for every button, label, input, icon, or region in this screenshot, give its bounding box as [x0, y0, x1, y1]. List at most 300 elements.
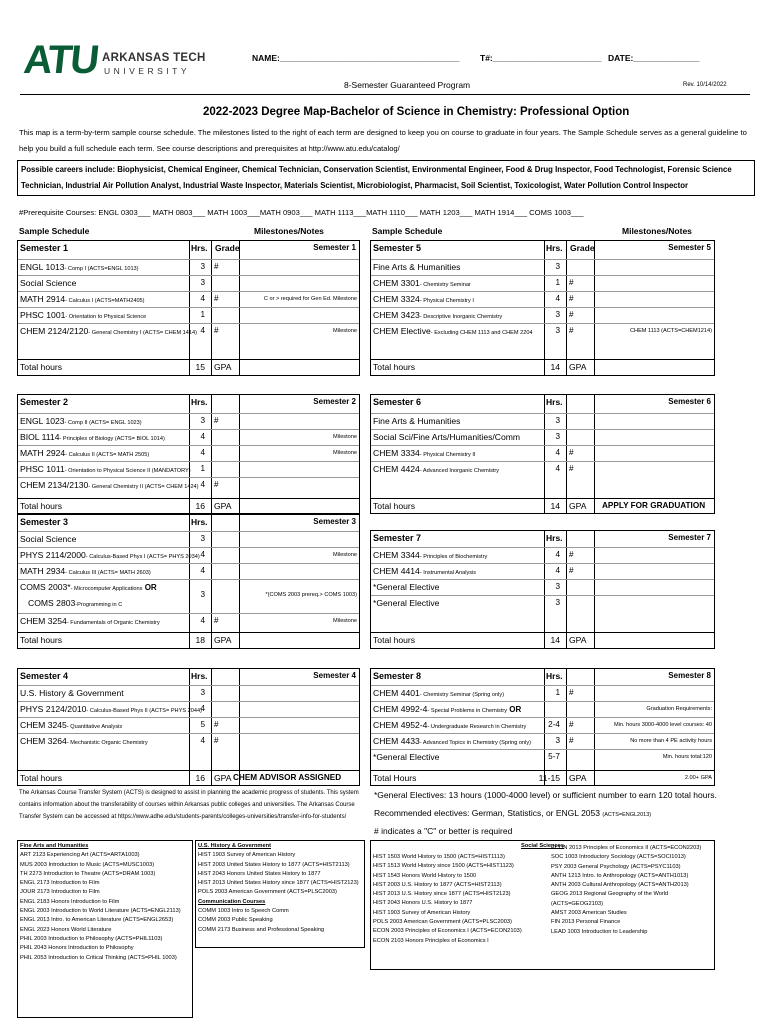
course-code: CHEM 3301 — [373, 278, 420, 288]
total-label: Total Hours — [373, 773, 417, 783]
course-cell — [373, 720, 542, 730]
social-science-course: ANTH 1213 Intro. to Anthropology (ACTS=ANTH1013) — [551, 872, 689, 879]
course-row — [18, 613, 359, 629]
hrs-cell[interactable]: 3 — [200, 590, 205, 599]
course-cell — [20, 704, 202, 714]
sem1-tag: Semester 1 — [313, 243, 356, 252]
name-field[interactable]: NAME:______________________________________ — [252, 53, 460, 63]
course-row — [18, 733, 359, 749]
course-code: MATH 2914 — [20, 294, 66, 304]
hrs-cell[interactable]: 3 — [555, 310, 560, 319]
hrs-cell[interactable]: 4 — [555, 464, 560, 473]
grade-cell[interactable]: # — [569, 464, 574, 473]
course-cell — [373, 752, 542, 762]
milestone-note: Min. hours total:120 — [662, 754, 712, 760]
fine-arts-course: PHIL 2043 Honors Introduction to Philosophy — [20, 945, 134, 952]
course-cell — [20, 464, 191, 474]
course-code: CHEM 4433 — [373, 736, 420, 746]
gpa-label[interactable]: GPA — [569, 635, 587, 645]
course-cell — [20, 550, 200, 560]
total-label: Total hours — [373, 635, 416, 645]
social-science-course: GEOG 2013 Regional Geography of the World (ACTS=GEOG2103) — [551, 891, 669, 907]
total-hours: 15 — [195, 362, 205, 372]
course-cell — [20, 432, 187, 442]
hrs-cell[interactable]: 5-7 — [548, 752, 560, 761]
us-history-course: HIST 2043 Honors United States History to 1877 — [198, 870, 321, 877]
course-row — [18, 579, 359, 613]
hrs-cell[interactable]: 4 — [200, 294, 205, 303]
us-history-list — [195, 840, 365, 948]
grade-cell[interactable]: # — [569, 326, 574, 335]
hrs-cell[interactable]: 3 — [200, 262, 205, 271]
milestones-right: Milestones/Notes — [622, 226, 692, 236]
social-science-course: HIST 2013 U.S. History since 1877 (ACTS=HIST2123) — [373, 891, 511, 898]
course-cell — [20, 616, 187, 626]
fine-arts-course: ENGL 2003 Introduction to World Literature (ACTS=ENGL2113) — [20, 908, 181, 915]
comm-course: COMM 1003 Intro to Speech Comm — [198, 908, 289, 915]
social-science-course: ECON 2103 Honors Principles of Economics I — [373, 937, 489, 944]
grade-cell[interactable]: # — [214, 720, 219, 729]
course-code: BIOL 1114 — [20, 432, 60, 442]
course-row — [18, 477, 359, 493]
social-science-course: HIST 1503 World History to 1500 (ACTS=HIST1113) — [373, 854, 505, 860]
course-code: CHEM 3324 — [373, 294, 420, 304]
course-row — [371, 461, 714, 477]
or-label: OR — [142, 583, 157, 592]
fine-arts-course: ENGL 2023 Honors World Literature — [20, 926, 112, 933]
social-science-course: PSY 2003 General Psychology (ACTS=PSYC1103) — [551, 863, 681, 870]
course-row — [18, 461, 359, 477]
course-code: Social Science — [20, 278, 77, 288]
milestone-note: Milestone — [333, 618, 357, 624]
hrs-cell[interactable]: 1 — [555, 688, 560, 697]
grade-cell[interactable]: # — [214, 616, 219, 625]
course-row — [371, 701, 714, 717]
hrs-cell[interactable]: 3 — [200, 688, 205, 697]
course-code: CHEM 3334 — [373, 448, 420, 458]
course-code: CHEM 3264 — [20, 736, 67, 746]
revision-date: Rev. 10/14/2022 — [683, 82, 727, 88]
course-cell — [373, 566, 542, 576]
hrs-cell[interactable]: 4 — [555, 566, 560, 575]
gpa-label[interactable]: GPA — [569, 362, 587, 372]
course-desc: - Excluding CHEM 1113 and CHEM 2204 — [430, 330, 533, 336]
total-hours: 14 — [550, 635, 560, 645]
course-desc: - Advanced Inorganic Chemistry — [419, 468, 500, 474]
grade-cell[interactable]: # — [569, 550, 574, 559]
sem8-name: Semester 8 — [373, 671, 422, 681]
course-code: PHYS 2114/2000 — [20, 550, 86, 560]
social-science-course: POLS 2003 American Government (ACTS=PLSC2003) — [373, 919, 512, 926]
hrs-header: Hrs. — [191, 517, 208, 527]
course-row — [371, 275, 714, 291]
grade-cell[interactable]: # — [569, 566, 574, 575]
course-row — [18, 701, 359, 717]
course-row — [18, 563, 359, 579]
hrs-cell[interactable]: 4 — [200, 736, 205, 745]
milestone-note: *(COMS 2003 prereq.> COMS 1003) — [265, 592, 357, 598]
course-row — [18, 717, 359, 733]
hrs-cell[interactable]: 3 — [555, 326, 560, 335]
course-cell — [373, 688, 542, 698]
c-or-better-note: # indicates a "C" or better is required — [374, 826, 513, 836]
course-code: Social Sci/Fine Arts/Humanities/Comm — [373, 432, 521, 442]
grade-cell[interactable]: # — [214, 416, 219, 425]
fine-arts-course: ART 2123 Experiencing Art (ACTS=ARTA1003) — [20, 852, 140, 859]
sem8-box — [370, 668, 715, 786]
course-code: U.S. History & Government — [20, 688, 124, 698]
sem7-tag: Semester 7 — [668, 533, 711, 542]
course-row — [18, 685, 359, 701]
course-cell — [20, 326, 197, 336]
milestone-note: Milestone — [333, 450, 357, 456]
course-row — [18, 259, 359, 275]
course-desc: - Physical Chemistry I — [419, 298, 474, 304]
course-desc: - Calculus I (ACTS=MATH2405) — [65, 298, 145, 304]
course-desc: - Principles of Biochemistry — [419, 554, 488, 560]
total-hours: 14 — [550, 501, 560, 511]
fine-arts-course: TH 2273 Introduction to Theatre (ACTS=DRAM 1003) — [20, 870, 156, 877]
course-row — [371, 429, 714, 445]
total-row — [18, 359, 359, 375]
hrs-header: Hrs. — [191, 397, 208, 407]
social-science-course: HIST 2003 U.S. History to 1877 (ACTS=HIST2113) — [373, 881, 502, 888]
course-code: CHEM 4992-4 — [373, 704, 428, 714]
milestone-note: Milestone — [333, 328, 357, 334]
sem5-tag: Semester 5 — [668, 243, 711, 252]
course-cell — [373, 262, 542, 272]
hrs-cell[interactable]: 1 — [200, 464, 205, 473]
course-cell — [20, 534, 187, 544]
total-label: Total hours — [20, 635, 63, 645]
course-row — [371, 259, 714, 275]
total-row — [371, 359, 714, 375]
hrs-header: Hrs. — [191, 671, 208, 681]
prereq-line: #Prerequisite Courses: ENGL 0303___ MATH 0803___ MATH 1003___MATH 0903___ MATH 1113___MATH 1110___ MATH 1203___ MATH 1914___ COMS 1003___ — [19, 208, 584, 217]
student-id-field[interactable]: T#:_______________________ — [480, 53, 602, 63]
total-row — [18, 632, 359, 648]
hrs-cell[interactable]: 3 — [200, 534, 205, 543]
total-row — [18, 498, 359, 514]
grade-cell[interactable]: # — [569, 278, 574, 287]
sem2-box — [17, 394, 360, 514]
fine-arts-title: Fine Arts and Humanities — [20, 843, 89, 849]
hrs-cell[interactable]: 4 — [200, 550, 205, 559]
course-cell — [373, 704, 542, 714]
course-code: Fine Arts & Humanities — [373, 262, 461, 272]
course-row — [371, 579, 714, 595]
hrs-cell[interactable]: 3 — [555, 582, 560, 591]
fine-arts-course: PHIL 2053 Introduction to Critical Thinking (ACTS=PHIL 1003) — [20, 954, 177, 961]
course-desc: - General Chemistry I (ACTS= CHEM 1414) — [88, 330, 197, 336]
hrs-cell[interactable]: 4 — [555, 294, 560, 303]
course-desc: - Comp II (ACTS= ENGL 1023) — [64, 420, 142, 426]
header-rule — [20, 94, 750, 95]
course-row — [371, 307, 714, 323]
course-cell — [373, 326, 542, 336]
fine-arts-course: JOUR 2173 Introduction to Film — [20, 889, 100, 896]
course-row — [371, 749, 714, 765]
social-science-course: HIST 1513 World History since 1500 (ACTS=HIST1123) — [373, 863, 514, 870]
course-desc: - Mechanistic Organic Chemistry — [66, 740, 148, 746]
hrs-cell[interactable]: 3 — [200, 278, 205, 287]
course-row — [371, 563, 714, 579]
sem7-name: Semester 7 — [373, 533, 422, 543]
page-title: 2022-2023 Degree Map-Bachelor of Science in Chemistry: Professional Option — [203, 106, 630, 118]
sem2-name: Semester 2 — [20, 397, 69, 407]
grade-cell[interactable]: # — [569, 310, 574, 319]
gpa-label[interactable]: GPA — [214, 362, 232, 372]
course-desc: - Fundamentals of Organic Chemistry — [66, 620, 160, 626]
total-label: Total hours — [20, 362, 63, 372]
course-desc: - Calculus II (ACTS= MATH 2505) — [65, 452, 150, 458]
hrs-cell[interactable]: 3 — [555, 416, 560, 425]
or-label: OR — [507, 705, 522, 714]
sem6-tag: Semester 6 — [668, 397, 711, 406]
milestone-note: Graduation Requirements: — [646, 706, 712, 712]
course-desc: - Advanced Topics in Chemistry (Spring only) — [419, 740, 532, 746]
total-label: Total hours — [373, 362, 416, 372]
course-cell — [373, 310, 542, 320]
course-desc: - Descriptive Inorganic Chemistry — [419, 314, 503, 320]
course-code: ENGL 1013 — [20, 262, 65, 272]
gpa-label[interactable]: GPA — [214, 635, 232, 645]
course-code: *General Elective — [373, 598, 440, 608]
total-row — [18, 770, 359, 786]
social-science-course: HIST 2043 Honors U.S. History to 1877 — [373, 900, 473, 907]
hrs-cell[interactable]: 3 — [555, 598, 560, 607]
careers-box: Possible careers include: Biophysicist, Chemical Engineer, Chemical Technician, Conservation Scientist, Environmental Engineer, Food & Drug Inspector, Food Technologist, Forensic Science Technician, Industrial Air Pollution Analyst, Industrial Waste Inspector, Materials Scientist, Microbiologist, Pharmacist, Soil Scientist, Toxicologist, Water Pollution Control Inspector — [17, 160, 755, 196]
hrs-cell[interactable]: 1 — [200, 310, 205, 319]
course-code: CHEM 3423 — [373, 310, 420, 320]
grade-cell[interactable]: # — [569, 736, 574, 745]
atu-logo — [21, 38, 206, 84]
course-cell — [373, 278, 542, 288]
sem6-box — [370, 394, 715, 514]
milestone-note: C or > required for Gen Ed. Milestone — [263, 296, 357, 302]
social-science-course: SOC 1003 Introductory Sociology (ACTS=SOCI1013) — [551, 854, 686, 861]
course-code: CHEM 3245 — [20, 720, 67, 730]
social-science-course: AMST 2003 American Studies — [551, 910, 627, 917]
hrs-cell[interactable]: 4 — [200, 448, 205, 457]
hrs-cell[interactable]: 4 — [555, 550, 560, 559]
course-code: CHEM 4952-4 — [373, 720, 428, 730]
grade-cell[interactable]: # — [569, 720, 574, 729]
total-hours: 18 — [195, 635, 205, 645]
comm-title: Communication Courses — [198, 898, 266, 905]
milestones-left: Milestones/Notes — [254, 226, 324, 236]
course-code: Social Science — [20, 534, 77, 544]
fine-arts-course: PHIL 2003 Introduction to Philosophy (ACTS=PHIL1103) — [20, 935, 163, 942]
total-row — [371, 770, 714, 786]
course-row — [371, 413, 714, 429]
total-row — [371, 498, 714, 514]
date-field[interactable]: DATE:______________ — [608, 53, 700, 63]
course-row — [371, 445, 714, 461]
course-row — [371, 595, 714, 611]
us-history-course: HIST 1903 Survey of American History — [198, 852, 296, 859]
course-code: CHEM 3254 — [20, 616, 67, 626]
fine-arts-course: MUS 2003 Introduction to Music (ACTS=MUSC1003) — [20, 861, 155, 868]
course-desc: - Quantitative Analysis — [66, 724, 123, 730]
social-science-course: HIST 1903 Survey of American History — [373, 909, 471, 916]
recommended-acts: (ACTS=ENGL2013) — [602, 812, 652, 818]
course-code: CHEM Elective — [373, 326, 431, 336]
course-cell — [20, 310, 187, 320]
milestone-note: No more than 4 PE activity hours — [630, 738, 712, 744]
social-science-course: ECON 2003 Principles of Economics I (ACTS=ECON2103) — [373, 928, 522, 935]
course-row — [18, 413, 359, 429]
sem5-box — [370, 240, 715, 376]
sem3-box — [17, 514, 360, 649]
us-history-course: POLS 2003 American Government (ACTS=PLSC2003) — [198, 889, 337, 896]
grade-cell[interactable]: # — [214, 294, 219, 303]
hrs-header: Hrs. — [546, 671, 563, 681]
grade-cell[interactable]: # — [569, 688, 574, 697]
course-desc: - Instrumental Analysis — [419, 570, 477, 576]
grade-header: Grade — [570, 243, 595, 253]
course-desc: - Special Problems in Chemistry — [427, 708, 508, 714]
course-cell — [373, 550, 542, 560]
course-cell — [20, 720, 187, 730]
acts-note: The Arkansas Course Transfer System (ACTS) is designed to assist in planning the academic progress of students. This system contains information about the transferability of courses within Arkansas public colleges and universities. The Arkansas Course Transfer System can be accessed at https://www.adhe.edu/students-parents/colleges-universities/transfer-info-for-students/ — [19, 790, 359, 820]
course-row — [18, 445, 359, 461]
total-hours: 11-15 — [538, 773, 560, 783]
hrs-cell[interactable]: 3 — [555, 432, 560, 441]
course-row — [371, 291, 714, 307]
hrs-cell[interactable]: 5 — [200, 720, 205, 729]
hrs-cell[interactable]: 3 — [555, 736, 560, 745]
hrs-cell[interactable]: 4 — [200, 326, 205, 335]
hrs-cell[interactable]: 3 — [200, 416, 205, 425]
alt-course-desc: -Programming in C — [75, 602, 123, 608]
course-desc: - Calculus-Based Phys I (ACTS= PHYS 2034) — [85, 554, 200, 560]
total-label: Total hours — [20, 773, 63, 783]
course-row — [18, 307, 359, 323]
course-desc: - Chemistry Seminar — [419, 282, 471, 288]
fine-arts-course: ENGL 2183 Honors Introduction to Film — [20, 898, 120, 905]
fine-arts-course: ENGL 2173 Introduction to Film — [20, 880, 100, 887]
course-code: ENGL 1023 — [20, 416, 65, 426]
total-row — [371, 632, 714, 648]
course-row — [371, 717, 714, 733]
course-desc: - Undergraduate Research in Chemistry — [427, 724, 527, 730]
hrs-cell[interactable]: 4 — [200, 566, 205, 575]
hrs-cell[interactable]: 3 — [555, 262, 560, 271]
hrs-cell[interactable]: 4 — [200, 480, 205, 489]
gpa-label[interactable]: GPA — [214, 501, 232, 511]
gpa-label[interactable]: GPA — [569, 501, 587, 511]
hrs-cell[interactable]: 4 — [200, 432, 205, 441]
course-desc: - General Chemistry II (ACTS= CHEM 1424) — [88, 484, 199, 490]
milestone-note: Min. hours 3000-4000 level courses: 40 — [614, 722, 712, 728]
sem8-tag: Semester 8 — [668, 671, 711, 680]
course-code: MATH 2934 — [20, 566, 66, 576]
general-electives-note: *General Electives: 13 hours (1000-4000 level) or sufficient number to earn 120 total hours. — [374, 790, 717, 800]
logo-university: UNIVERSITY — [104, 66, 191, 76]
course-cell — [373, 432, 542, 442]
course-cell — [20, 688, 187, 698]
grade-cell[interactable]: # — [214, 262, 219, 271]
course-code: CHEM 4424 — [373, 464, 420, 474]
gpa-requirement: 2.00+ GPA — [684, 775, 712, 781]
sample-schedule-right: Sample Schedule — [372, 226, 443, 236]
hrs-cell[interactable]: 4 — [555, 448, 560, 457]
course-code: *General Elective — [373, 752, 440, 762]
gpa-label[interactable]: GPA — [214, 773, 232, 783]
total-label: Total hours — [20, 501, 63, 511]
social-science-course: ANTH 2003 Cultural Anthropology (ACTS=ANTH2013) — [551, 882, 689, 889]
course-code: MATH 2924 — [20, 448, 66, 458]
us-history-course: HIST 2003 United States History to 1877 (ACTS=HIST2113) — [198, 861, 350, 868]
course-desc: - Chemistry Seminar (Spring only) — [419, 692, 505, 698]
logo-name: ARKANSAS TECH — [102, 52, 206, 64]
course-cell — [20, 416, 187, 426]
course-cell — [373, 582, 542, 592]
course-row — [18, 291, 359, 307]
hrs-cell[interactable]: 4 — [200, 616, 205, 625]
hrs-cell[interactable]: 2-4 — [548, 720, 560, 729]
fine-arts-course: ENGL 2013 Intro. to American Literature (ACTS=ENGL2653) — [20, 917, 174, 924]
intro-text: This map is a term-by-term sample course schedule. The milestones listed to the right of each term are designed to keep you on course to graduate in four years. The Sample Schedule serves as a general guideline to help you build a full schedule each term. See course descriptions and prerequisites at http://www.atu.edu/catalog/ — [19, 128, 747, 153]
course-code: PHYS 2124/2010 — [20, 704, 87, 714]
grade-header: Grade — [215, 243, 240, 253]
course-cell — [20, 736, 187, 746]
total-hours: 14 — [550, 362, 560, 372]
hrs-cell[interactable]: 4 — [200, 704, 205, 713]
course-desc: - Comp I (ACTS=ENGL 1013) — [64, 266, 139, 272]
course-desc: - Orientation to Physical Science — [65, 314, 147, 320]
sem1-name: Semester 1 — [20, 243, 69, 253]
course-desc: - Principles of Biology (ACTS= BIOL 1014) — [59, 436, 165, 442]
us-history-title: U.S. History & Government — [198, 843, 272, 849]
recommended-text: Recommended electives: German, Statistics, or ENGL 2053 — [374, 808, 600, 818]
alt-course-cell — [28, 598, 122, 608]
social-science-course: HIST 1543 Honors World History to 1500 — [373, 872, 477, 879]
course-code: CHEM 3344 — [373, 550, 420, 560]
social-sciences-list — [370, 840, 715, 970]
grade-cell[interactable]: # — [214, 736, 219, 745]
course-desc: - Calculus-Based Phys II (ACTS= PHYS 2044) — [86, 708, 202, 714]
course-row — [371, 685, 714, 701]
hrs-header: Hrs. — [546, 533, 563, 543]
recommended-electives — [374, 808, 651, 818]
gpa-label[interactable]: GPA — [569, 773, 587, 783]
hrs-header: Hrs. — [191, 243, 208, 253]
course-code: COMS 2003* — [20, 582, 71, 592]
grade-cell[interactable]: # — [214, 326, 219, 335]
hrs-cell[interactable]: 1 — [555, 278, 560, 287]
course-cell — [373, 598, 542, 608]
course-desc: - Physical Chemistry II — [419, 452, 476, 458]
sample-schedule-left: Sample Schedule — [19, 226, 90, 236]
sem4-tag: Semester 4 — [313, 671, 356, 680]
grade-cell[interactable]: # — [569, 448, 574, 457]
sem4-box — [17, 668, 360, 786]
apply-graduation: APPLY FOR GRADUATION — [602, 501, 706, 510]
course-cell — [373, 448, 542, 458]
sem6-name: Semester 6 — [373, 397, 422, 407]
hrs-header: Hrs. — [546, 397, 563, 407]
course-row — [371, 547, 714, 563]
guarantee-label: 8-Semester Guaranteed Program — [344, 80, 471, 90]
grade-cell[interactable]: # — [569, 294, 574, 303]
social-science-course: ECON 2013 Principles of Economics II (ACTS=ECON2203) — [551, 845, 702, 851]
grade-cell[interactable]: # — [214, 480, 219, 489]
logo-letters: ATU — [21, 38, 100, 82]
sem7-box — [370, 530, 715, 649]
course-code: PHSC 1011 — [20, 464, 65, 474]
